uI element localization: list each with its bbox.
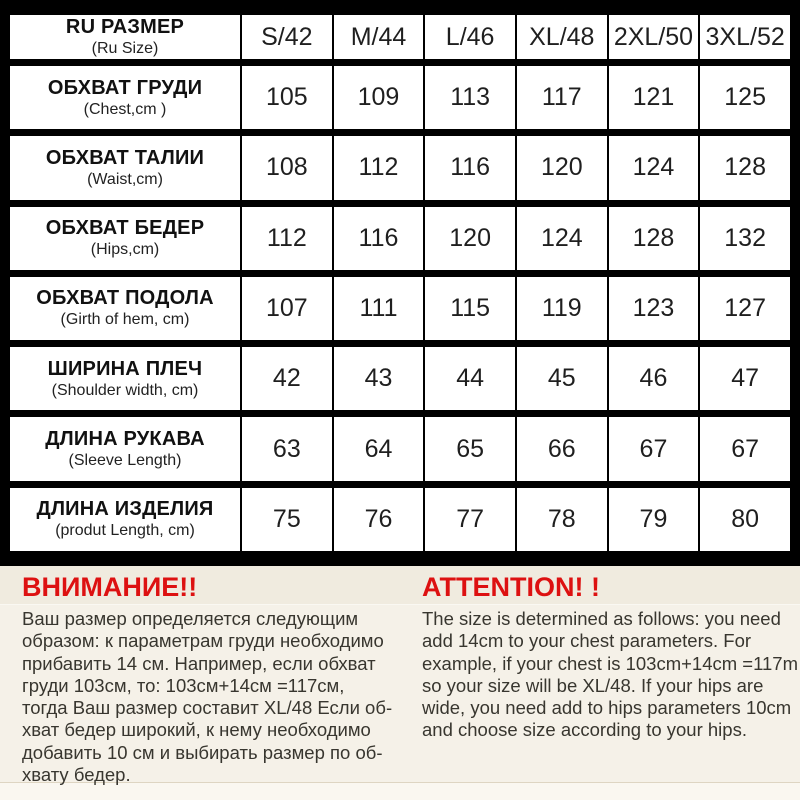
value-cell: 80 xyxy=(699,484,791,554)
size-header-cell: L/46 xyxy=(424,12,516,63)
note-english xyxy=(398,570,798,800)
value-cell: 128 xyxy=(699,133,791,203)
row-label-en: (Hips,cm) xyxy=(90,241,160,259)
row-label-cell xyxy=(9,414,241,484)
note-line: груди 103см, то: 103см+14см =117см, xyxy=(22,674,345,696)
size-header-cell: 3XL/52 xyxy=(699,12,791,63)
row-label-cell xyxy=(9,273,241,343)
row-label-en: (Chest,cm ) xyxy=(83,100,167,118)
value-cell: 63 xyxy=(241,414,333,484)
value-cell: 116 xyxy=(333,203,425,273)
value-cell: 66 xyxy=(516,414,608,484)
value-cell: 45 xyxy=(516,344,608,414)
value-cell: 44 xyxy=(424,344,516,414)
corner-label-ru: RU РАЗМЕР xyxy=(65,16,185,38)
row-label-en: (produt Length, cm) xyxy=(55,522,195,540)
note-line: example, if your chest is 103cm+14cm =117m xyxy=(422,652,798,674)
value-cell: 67 xyxy=(608,414,700,484)
notes-section xyxy=(0,566,800,800)
value-cell: 121 xyxy=(608,63,700,133)
note-line: образом: к параметрам груди необходимо xyxy=(22,630,384,652)
value-cell: 115 xyxy=(424,273,516,343)
value-cell: 113 xyxy=(424,63,516,133)
table-corner-cell xyxy=(9,12,241,63)
value-cell: 105 xyxy=(241,63,333,133)
table-row xyxy=(9,203,791,273)
value-cell: 79 xyxy=(608,484,700,554)
value-cell: 78 xyxy=(516,484,608,554)
value-cell: 120 xyxy=(516,133,608,203)
value-cell: 67 xyxy=(699,414,791,484)
note-line: прибавить 14 см. Например, если обхват xyxy=(22,652,376,674)
note-line: and choose size according to your hips. xyxy=(422,719,747,741)
note-line: The size is determined as follows: you need xyxy=(422,608,781,629)
row-label-ru: ОБХВАТ ТАЛИИ xyxy=(45,146,205,169)
row-label-cell xyxy=(9,203,241,273)
value-cell: 64 xyxy=(333,414,425,484)
corner-label-en: (Ru Size) xyxy=(91,40,159,57)
row-label-cell xyxy=(9,133,241,203)
size-header-cell: XL/48 xyxy=(516,12,608,63)
note-line: тогда Ваш размер составит XL/48 Если об- xyxy=(22,697,393,719)
value-cell: 120 xyxy=(424,203,516,273)
row-label-cell xyxy=(9,344,241,414)
note-body-en xyxy=(422,608,798,742)
row-label-en: (Waist,cm) xyxy=(87,170,163,188)
note-line: хвату бедер. xyxy=(22,764,131,786)
note-line: so your size will be XL/48. If your hips are xyxy=(422,674,764,696)
size-header-cell: S/42 xyxy=(241,12,333,63)
size-header-cell: M/44 xyxy=(333,12,425,63)
value-cell: 111 xyxy=(333,273,425,343)
value-cell: 77 xyxy=(424,484,516,554)
note-line: Ваш размер определяется следующим xyxy=(22,608,359,629)
value-cell: 108 xyxy=(241,133,333,203)
row-label-ru: ОБХВАТ БЕДЕР xyxy=(45,217,205,240)
value-cell: 65 xyxy=(424,414,516,484)
row-label-en: (Girth of hem, cm) xyxy=(60,311,190,329)
row-label-en: (Shoulder width, cm) xyxy=(51,381,199,399)
value-cell: 132 xyxy=(699,203,791,273)
table-row xyxy=(9,414,791,484)
value-cell: 123 xyxy=(608,273,700,343)
note-line: хват бедер широкий, к нему необходимо xyxy=(22,719,371,741)
value-cell: 119 xyxy=(516,273,608,343)
value-cell: 107 xyxy=(241,273,333,343)
value-cell: 47 xyxy=(699,344,791,414)
value-cell: 124 xyxy=(516,203,608,273)
row-label-ru: ДЛИНА ИЗДЕЛИЯ xyxy=(36,498,214,521)
table-row xyxy=(9,273,791,343)
row-label-ru: ДЛИНА РУКАВА xyxy=(45,428,205,451)
row-label-ru: ОБХВАТ ГРУДИ xyxy=(47,76,203,99)
value-cell: 128 xyxy=(608,203,700,273)
table-row xyxy=(9,344,791,414)
table-row xyxy=(9,63,791,133)
note-line: wide, you need add to hips parameters 10cm xyxy=(422,697,792,719)
table-header-row xyxy=(9,12,791,63)
value-cell: 76 xyxy=(333,484,425,554)
note-line: добавить 10 см и выбирать размер по об- xyxy=(22,741,383,763)
value-cell: 46 xyxy=(608,344,700,414)
value-cell: 127 xyxy=(699,273,791,343)
note-body-ru xyxy=(22,608,398,786)
value-cell: 124 xyxy=(608,133,700,203)
value-cell: 42 xyxy=(241,344,333,414)
table-row xyxy=(9,484,791,554)
row-label-en: (Sleeve Length) xyxy=(68,452,182,470)
value-cell: 112 xyxy=(241,203,333,273)
value-cell: 109 xyxy=(333,63,425,133)
row-label-ru: ОБХВАТ ПОДОЛА xyxy=(36,287,214,310)
row-label-ru: ШИРИНА ПЛЕЧ xyxy=(47,357,203,380)
size-header-cell: 2XL/50 xyxy=(608,12,700,63)
value-cell: 75 xyxy=(241,484,333,554)
note-russian xyxy=(22,570,398,800)
value-cell: 112 xyxy=(333,133,425,203)
value-cell: 117 xyxy=(516,63,608,133)
size-chart-table xyxy=(8,8,792,558)
value-cell: 116 xyxy=(424,133,516,203)
table-row xyxy=(9,133,791,203)
value-cell: 43 xyxy=(333,344,425,414)
value-cell: 125 xyxy=(699,63,791,133)
row-label-cell xyxy=(9,484,241,554)
note-line: add 14cm to your chest parameters. For xyxy=(422,630,752,652)
row-label-cell xyxy=(9,63,241,133)
note-heading-ru: ВНИМАНИЕ!! xyxy=(22,572,198,602)
note-heading-en: ATTENTION! ! xyxy=(422,572,600,602)
